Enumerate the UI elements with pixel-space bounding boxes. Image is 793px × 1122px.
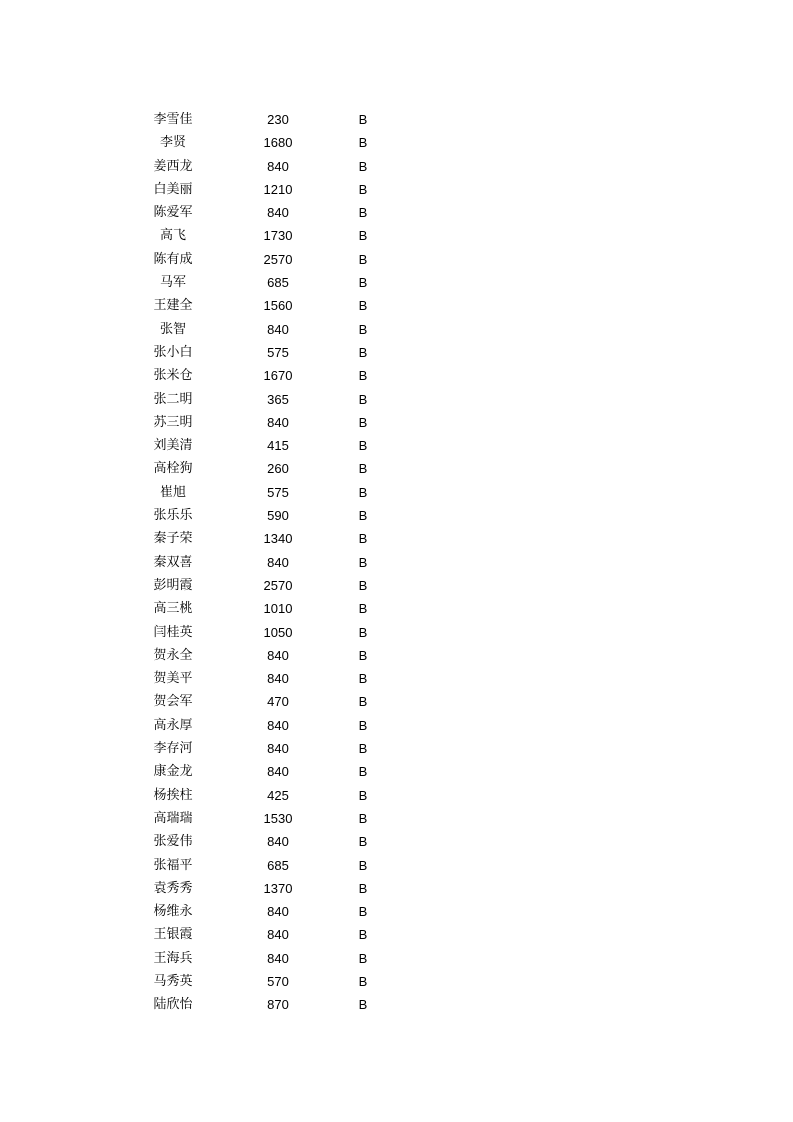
- grade-value: B: [358, 927, 368, 943]
- list-item: [133, 667, 393, 690]
- person-name: 秦子荣: [153, 531, 193, 547]
- grade-value: B: [358, 275, 368, 291]
- person-name: 杨挨柱: [153, 787, 193, 803]
- person-name: 高瑞瑞: [153, 810, 193, 826]
- list-item: [133, 714, 393, 737]
- amount-value: 840: [267, 205, 289, 221]
- person-name: 张福平: [153, 857, 193, 873]
- amount-value: 575: [267, 344, 289, 360]
- person-name: 马军: [159, 275, 186, 291]
- person-name: 秦双喜: [153, 554, 193, 570]
- person-name: 张米仓: [153, 368, 193, 384]
- list-item: [133, 364, 393, 387]
- grade-value: B: [358, 298, 368, 314]
- list-item: [133, 504, 393, 527]
- amount-value: 2570: [263, 577, 293, 593]
- list-item: [133, 993, 393, 1016]
- person-name: 王建全: [153, 298, 193, 314]
- amount-value: 840: [267, 647, 289, 663]
- person-name: 高栓狗: [153, 461, 193, 477]
- list-item: [133, 201, 393, 224]
- grade-value: B: [358, 508, 368, 524]
- list-item: [133, 271, 393, 294]
- amount-value: 870: [267, 997, 289, 1013]
- grade-value: B: [358, 694, 368, 710]
- grade-value: B: [358, 321, 368, 337]
- amount-value: 840: [267, 904, 289, 920]
- grade-value: B: [358, 764, 368, 780]
- person-name: 姜西龙: [153, 158, 193, 174]
- grade-value: B: [358, 205, 368, 221]
- list-item: [133, 644, 393, 667]
- grade-value: B: [358, 577, 368, 593]
- amount-value: 840: [267, 741, 289, 757]
- grade-value: B: [358, 810, 368, 826]
- grade-value: B: [358, 950, 368, 966]
- grade-value: B: [358, 414, 368, 430]
- amount-value: 1340: [263, 531, 293, 547]
- amount-value: 2570: [263, 251, 293, 267]
- list-item: [133, 457, 393, 480]
- grade-value: B: [358, 344, 368, 360]
- grade-value: B: [358, 880, 368, 896]
- amount-value: 365: [267, 391, 289, 407]
- person-name: 张小白: [153, 344, 193, 360]
- amount-value: 685: [267, 857, 289, 873]
- person-name: 贺美平: [153, 671, 193, 687]
- list-item: [133, 108, 393, 131]
- person-name: 彭明霞: [153, 577, 193, 593]
- list-item: [133, 854, 393, 877]
- list-item: [133, 481, 393, 504]
- grade-value: B: [358, 112, 368, 127]
- amount-value: 260: [267, 461, 289, 477]
- person-name: 王海兵: [153, 950, 193, 966]
- amount-value: 840: [267, 158, 289, 174]
- person-name: 崔旭: [159, 484, 186, 500]
- amount-value: 1530: [263, 810, 293, 826]
- amount-value: 1560: [263, 298, 293, 314]
- person-name: 李雪佳: [153, 112, 193, 127]
- grade-value: B: [358, 904, 368, 920]
- amount-value: 590: [267, 508, 289, 524]
- list-item: [133, 248, 393, 271]
- amount-value: 685: [267, 275, 289, 291]
- amount-value: 575: [267, 484, 289, 500]
- list-item: [133, 318, 393, 341]
- list-item: [133, 807, 393, 830]
- amount-value: 840: [267, 950, 289, 966]
- grade-value: B: [358, 717, 368, 733]
- person-name: 陈爱军: [153, 205, 193, 221]
- list-item: [133, 178, 393, 201]
- person-name: 贺永全: [153, 647, 193, 663]
- amount-value: 840: [267, 764, 289, 780]
- grade-value: B: [358, 741, 368, 757]
- amount-value: 1210: [263, 181, 293, 197]
- grade-value: B: [358, 973, 368, 989]
- grade-value: B: [358, 135, 368, 151]
- list-item: [133, 923, 393, 946]
- list-item: [133, 527, 393, 550]
- grade-value: B: [358, 787, 368, 803]
- person-name: 贺会军: [153, 694, 193, 710]
- amount-value: 840: [267, 834, 289, 850]
- amount-value: 840: [267, 717, 289, 733]
- amount-value: 1680: [263, 135, 293, 151]
- amount-value: 1010: [263, 601, 293, 617]
- person-name: 王银霞: [153, 927, 193, 943]
- list-item: [133, 900, 393, 923]
- person-name: 张乐乐: [153, 508, 193, 524]
- list-item: [133, 388, 393, 411]
- grade-value: B: [358, 601, 368, 617]
- person-name: 高永厚: [153, 717, 193, 733]
- list-item: [133, 434, 393, 457]
- amount-value: 470: [267, 694, 289, 710]
- list-item: [133, 411, 393, 434]
- list-item: [133, 574, 393, 597]
- grade-value: B: [358, 461, 368, 477]
- grade-value: B: [358, 554, 368, 570]
- list-item: [133, 877, 393, 900]
- person-name: 刘美清: [153, 438, 193, 454]
- amount-value: 1050: [263, 624, 293, 640]
- amount-value: 840: [267, 414, 289, 430]
- person-name: 李存河: [153, 741, 193, 757]
- list-item: [133, 224, 393, 247]
- amount-value: 840: [267, 927, 289, 943]
- person-name: 马秀英: [153, 973, 193, 989]
- list-item: [133, 155, 393, 178]
- grade-value: B: [358, 368, 368, 384]
- grade-value: B: [358, 251, 368, 267]
- grade-value: B: [358, 181, 368, 197]
- record-list: [133, 108, 393, 1017]
- list-item: [133, 947, 393, 970]
- grade-value: B: [358, 391, 368, 407]
- list-item: [133, 760, 393, 783]
- person-name: 白美丽: [153, 181, 193, 197]
- list-item: [133, 737, 393, 760]
- amount-value: 840: [267, 321, 289, 337]
- amount-value: 1730: [263, 228, 293, 244]
- list-item: [133, 294, 393, 317]
- amount-value: 230: [267, 112, 289, 127]
- list-item: [133, 341, 393, 364]
- grade-value: B: [358, 834, 368, 850]
- person-name: 张二明: [153, 391, 193, 407]
- person-name: 苏三明: [153, 414, 193, 430]
- list-item: [133, 597, 393, 620]
- grade-value: B: [358, 857, 368, 873]
- list-item: [133, 131, 393, 154]
- person-name: 袁秀秀: [153, 880, 193, 896]
- grade-value: B: [358, 484, 368, 500]
- amount-value: 570: [267, 973, 289, 989]
- person-name: 张爱伟: [153, 834, 193, 850]
- amount-value: 1670: [263, 368, 293, 384]
- person-name: 高三桃: [153, 601, 193, 617]
- person-name: 陆欣怡: [153, 997, 193, 1013]
- grade-value: B: [358, 158, 368, 174]
- list-item: [133, 970, 393, 993]
- list-item: [133, 621, 393, 644]
- list-item: [133, 690, 393, 713]
- grade-value: B: [358, 647, 368, 663]
- amount-value: 840: [267, 671, 289, 687]
- grade-value: B: [358, 228, 368, 244]
- grade-value: B: [358, 438, 368, 454]
- list-item: [133, 784, 393, 807]
- amount-value: 415: [267, 438, 289, 454]
- amount-value: 1370: [263, 880, 293, 896]
- list-item: [133, 551, 393, 574]
- grade-value: B: [358, 531, 368, 547]
- person-name: 闫桂英: [153, 624, 193, 640]
- person-name: 李贤: [159, 135, 186, 151]
- grade-value: B: [358, 624, 368, 640]
- amount-value: 425: [267, 787, 289, 803]
- amount-value: 840: [267, 554, 289, 570]
- list-item: [133, 830, 393, 853]
- person-name: 康金龙: [153, 764, 193, 780]
- person-name: 杨维永: [153, 904, 193, 920]
- person-name: 高飞: [159, 228, 186, 244]
- grade-value: B: [358, 997, 368, 1013]
- person-name: 张智: [159, 321, 186, 337]
- person-name: 陈有成: [153, 251, 193, 267]
- grade-value: B: [358, 671, 368, 687]
